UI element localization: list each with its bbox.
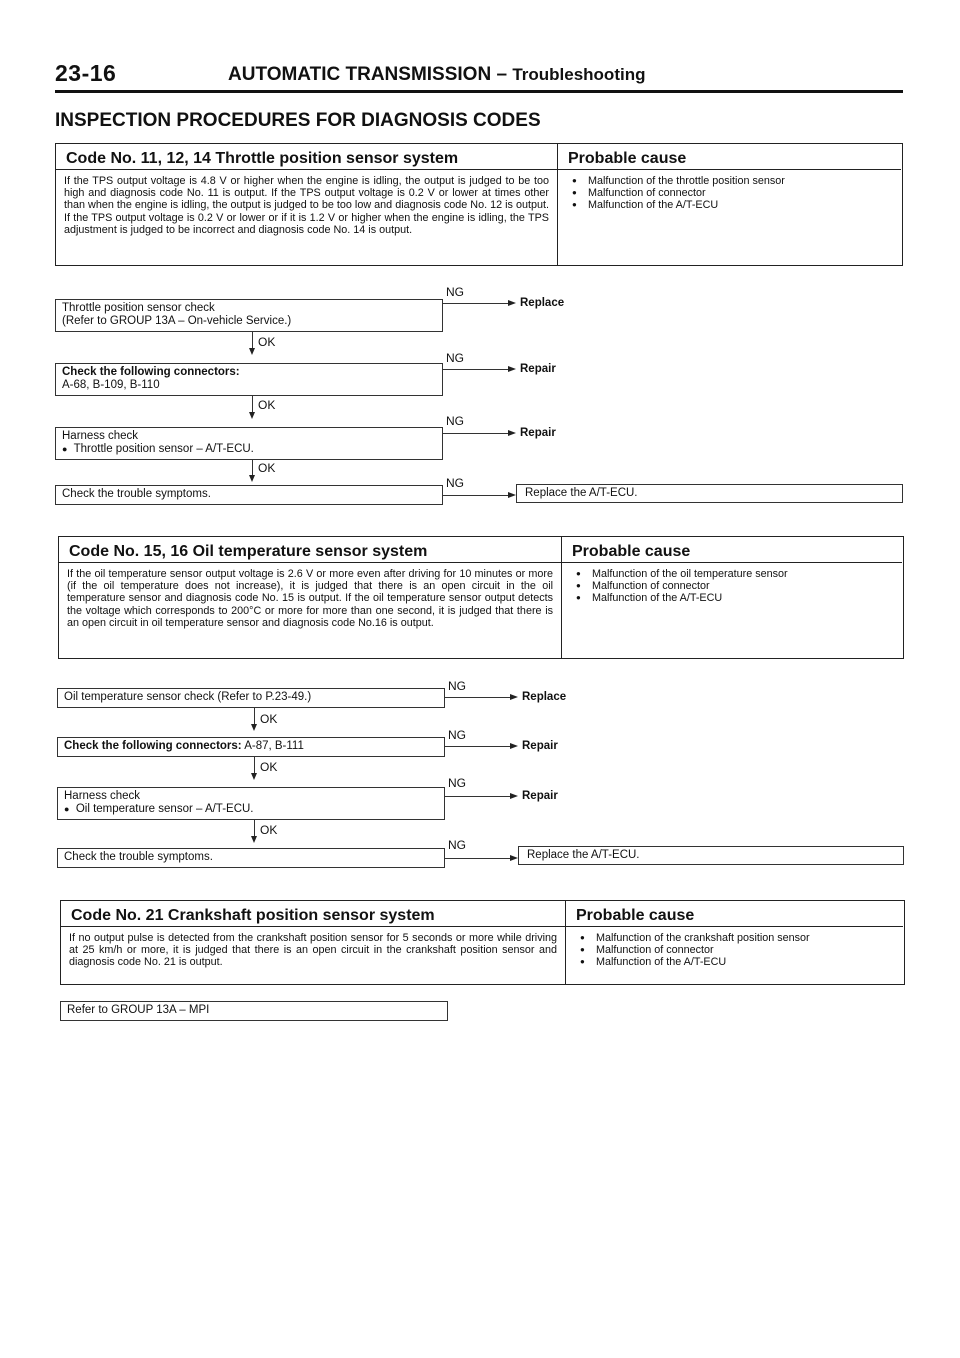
action-label: Repair xyxy=(522,740,558,752)
step-line: Harness check xyxy=(64,790,141,802)
arrow-right-icon xyxy=(508,492,516,498)
step-line: Check the following connectors: xyxy=(62,366,240,378)
header-title: AUTOMATIC TRANSMISSION xyxy=(228,64,492,85)
cause-list xyxy=(570,568,894,605)
arrow-right-icon xyxy=(510,855,518,861)
arrow-down-icon xyxy=(251,773,257,780)
action-label: Repair xyxy=(520,427,556,439)
cause-item: ● Malfunction of the A/T-ECU xyxy=(574,956,895,968)
ng-label: NG xyxy=(448,728,466,742)
ng-line xyxy=(443,495,510,496)
flow-step-1 xyxy=(57,688,445,708)
header-dash: – xyxy=(491,64,513,85)
action-box: Replace the A/T-ECU. xyxy=(516,484,903,503)
arrow-right-icon xyxy=(510,694,518,700)
ng-line xyxy=(443,433,509,434)
step-line: Harness check xyxy=(62,430,139,442)
ng-label: NG xyxy=(446,351,464,365)
ok-label: OK xyxy=(260,760,278,774)
header-rule xyxy=(55,90,903,93)
ng-label: NG xyxy=(446,476,464,490)
arrow-right-icon xyxy=(510,793,518,799)
step-line: Oil temperature sensor check (Refer to P.23-49.) xyxy=(64,691,312,703)
arrow-right-icon xyxy=(510,743,518,749)
arrow-down-icon xyxy=(249,412,255,419)
arrow-right-icon xyxy=(508,300,516,306)
ok-label: OK xyxy=(260,712,278,726)
ok-label: OK xyxy=(258,335,276,349)
action-label: Repair xyxy=(522,790,558,802)
probable-cause-title: Probable cause xyxy=(558,144,901,170)
code-table-tps xyxy=(55,143,903,266)
cause-item: ● Malfunction of the A/T-ECU xyxy=(566,199,893,211)
ok-line xyxy=(252,332,253,349)
ok-label: OK xyxy=(258,398,276,412)
ok-line xyxy=(254,757,255,774)
step-line: Oil temperature sensor – A/T-ECU. xyxy=(75,803,254,815)
code-description: If no output pulse is detected from the crankshaft position sensor for 5 seconds or more while driving at 25 km/h or more, it is judged that there is an open circuit in the crankshaft position sensor and diagnosis code No. 21 is output. xyxy=(69,932,557,969)
ok-line xyxy=(252,396,253,413)
ng-label: NG xyxy=(446,285,464,299)
refer-box xyxy=(60,1001,448,1021)
step-line: Check the following connectors: xyxy=(64,740,242,752)
arrow-down-icon xyxy=(249,475,255,482)
arrow-down-icon xyxy=(251,836,257,843)
probable-cause-title: Probable cause xyxy=(566,901,903,927)
flow-step-3: Harness check ● Throttle position sensor – A/T-ECU. xyxy=(55,427,443,460)
cause-list xyxy=(574,932,895,969)
step-line-connectors: A-87, B-111 xyxy=(241,740,304,752)
arrow-right-icon xyxy=(508,430,516,436)
ng-line xyxy=(443,369,509,370)
action-label: Repair xyxy=(520,363,556,375)
section-title: INSPECTION PROCEDURES FOR DIAGNOSIS CODES xyxy=(55,110,541,131)
refer-text: Refer to GROUP 13A – MPI xyxy=(67,1004,210,1016)
step-line: Check the trouble symptoms. xyxy=(64,851,213,863)
code-title: Code No. 15, 16 Oil temperature sensor system xyxy=(59,537,561,563)
step-line: A-68, B-109, B-110 xyxy=(62,379,160,391)
header-subtitle: Troubleshooting xyxy=(512,65,646,84)
ng-line xyxy=(445,796,511,797)
code-table-oil-temp xyxy=(58,536,904,659)
action-box: Replace the A/T-ECU. xyxy=(518,846,904,865)
code-description: If the TPS output voltage is 4.8 V or higher when the engine is idling, the output is judged to be too high and diagnosis code No. 11 is output. If the TPS output voltage is 0.2 V or lower at times other than when the engine is idling, the output is judged to be too low and diagnosis code No. 12 is output. If the TPS output voltage is 0.2 V or lower or if it is 1.2 V or higher when the engine is idling, the TPS adjustment is judged to be incorrect and diagnosis code No. 14 is output. xyxy=(64,175,549,236)
step-line: Throttle position sensor check xyxy=(62,302,215,314)
cause-item: ● Malfunction of the A/T-ECU xyxy=(570,592,894,604)
ok-label: OK xyxy=(260,823,278,837)
page-header-title xyxy=(228,64,645,86)
flow-step-2 xyxy=(55,363,443,396)
flow-step-4 xyxy=(57,848,445,868)
cause-item: ● Malfunction of the throttle position sensor xyxy=(566,175,893,187)
ng-label: NG xyxy=(448,838,466,852)
code-table-crankshaft xyxy=(60,900,905,985)
ng-label: NG xyxy=(448,679,466,693)
cause-item: ● Malfunction of connector xyxy=(566,187,893,199)
step-line: Check the trouble symptoms. xyxy=(62,488,211,500)
cause-list xyxy=(566,175,893,212)
ng-label: NG xyxy=(448,776,466,790)
cause-item: ● Malfunction of connector xyxy=(574,944,895,956)
ok-label: OK xyxy=(258,461,276,475)
action-label: Replace xyxy=(522,691,567,703)
ng-label: NG xyxy=(446,414,464,428)
code-description: If the oil temperature sensor output voltage is 2.6 V or more even after driving for 10 minutes or more (if the oil temperature does not increase), it is judged that there is an open circuit in the oil temperature sensor and diagnosis code No. 15 is output. If the oil temperature sensor output detects the voltage which corresponds to 200°C or more for more than one second, it is judged that there is an open circuit in oil temperature sensor and diagnosis code No.16 is output. xyxy=(67,568,553,629)
flow-step-4 xyxy=(55,485,443,505)
ng-line xyxy=(445,858,512,859)
ng-line xyxy=(445,746,511,747)
arrow-right-icon xyxy=(508,366,516,372)
ng-line xyxy=(445,697,511,698)
action-label: Replace xyxy=(520,297,565,309)
arrow-down-icon xyxy=(251,724,257,731)
step-line: (Refer to GROUP 13A – On-vehicle Service.) xyxy=(62,315,292,327)
cause-item: ● Malfunction of connector xyxy=(570,580,894,592)
ng-line xyxy=(443,303,509,304)
page-number: 23-16 xyxy=(55,60,117,86)
flow-step-1 xyxy=(55,299,443,332)
flow-step-3: Harness check ● Oil temperature sensor – A/T-ECU. xyxy=(57,787,445,820)
probable-cause-title: Probable cause xyxy=(562,537,902,563)
flow-step-2 xyxy=(57,737,445,757)
step-line: Throttle position sensor – A/T-ECU. xyxy=(73,443,254,455)
arrow-down-icon xyxy=(249,348,255,355)
cause-item: ● Malfunction of the oil temperature sensor xyxy=(570,568,894,580)
ok-line xyxy=(254,820,255,837)
ok-line xyxy=(252,460,253,476)
code-title: Code No. 21 Crankshaft position sensor system xyxy=(61,901,565,927)
ok-line xyxy=(254,708,255,725)
code-title: Code No. 11, 12, 14 Throttle position sensor system xyxy=(56,144,557,170)
cause-item: ● Malfunction of the crankshaft position sensor xyxy=(574,932,895,944)
